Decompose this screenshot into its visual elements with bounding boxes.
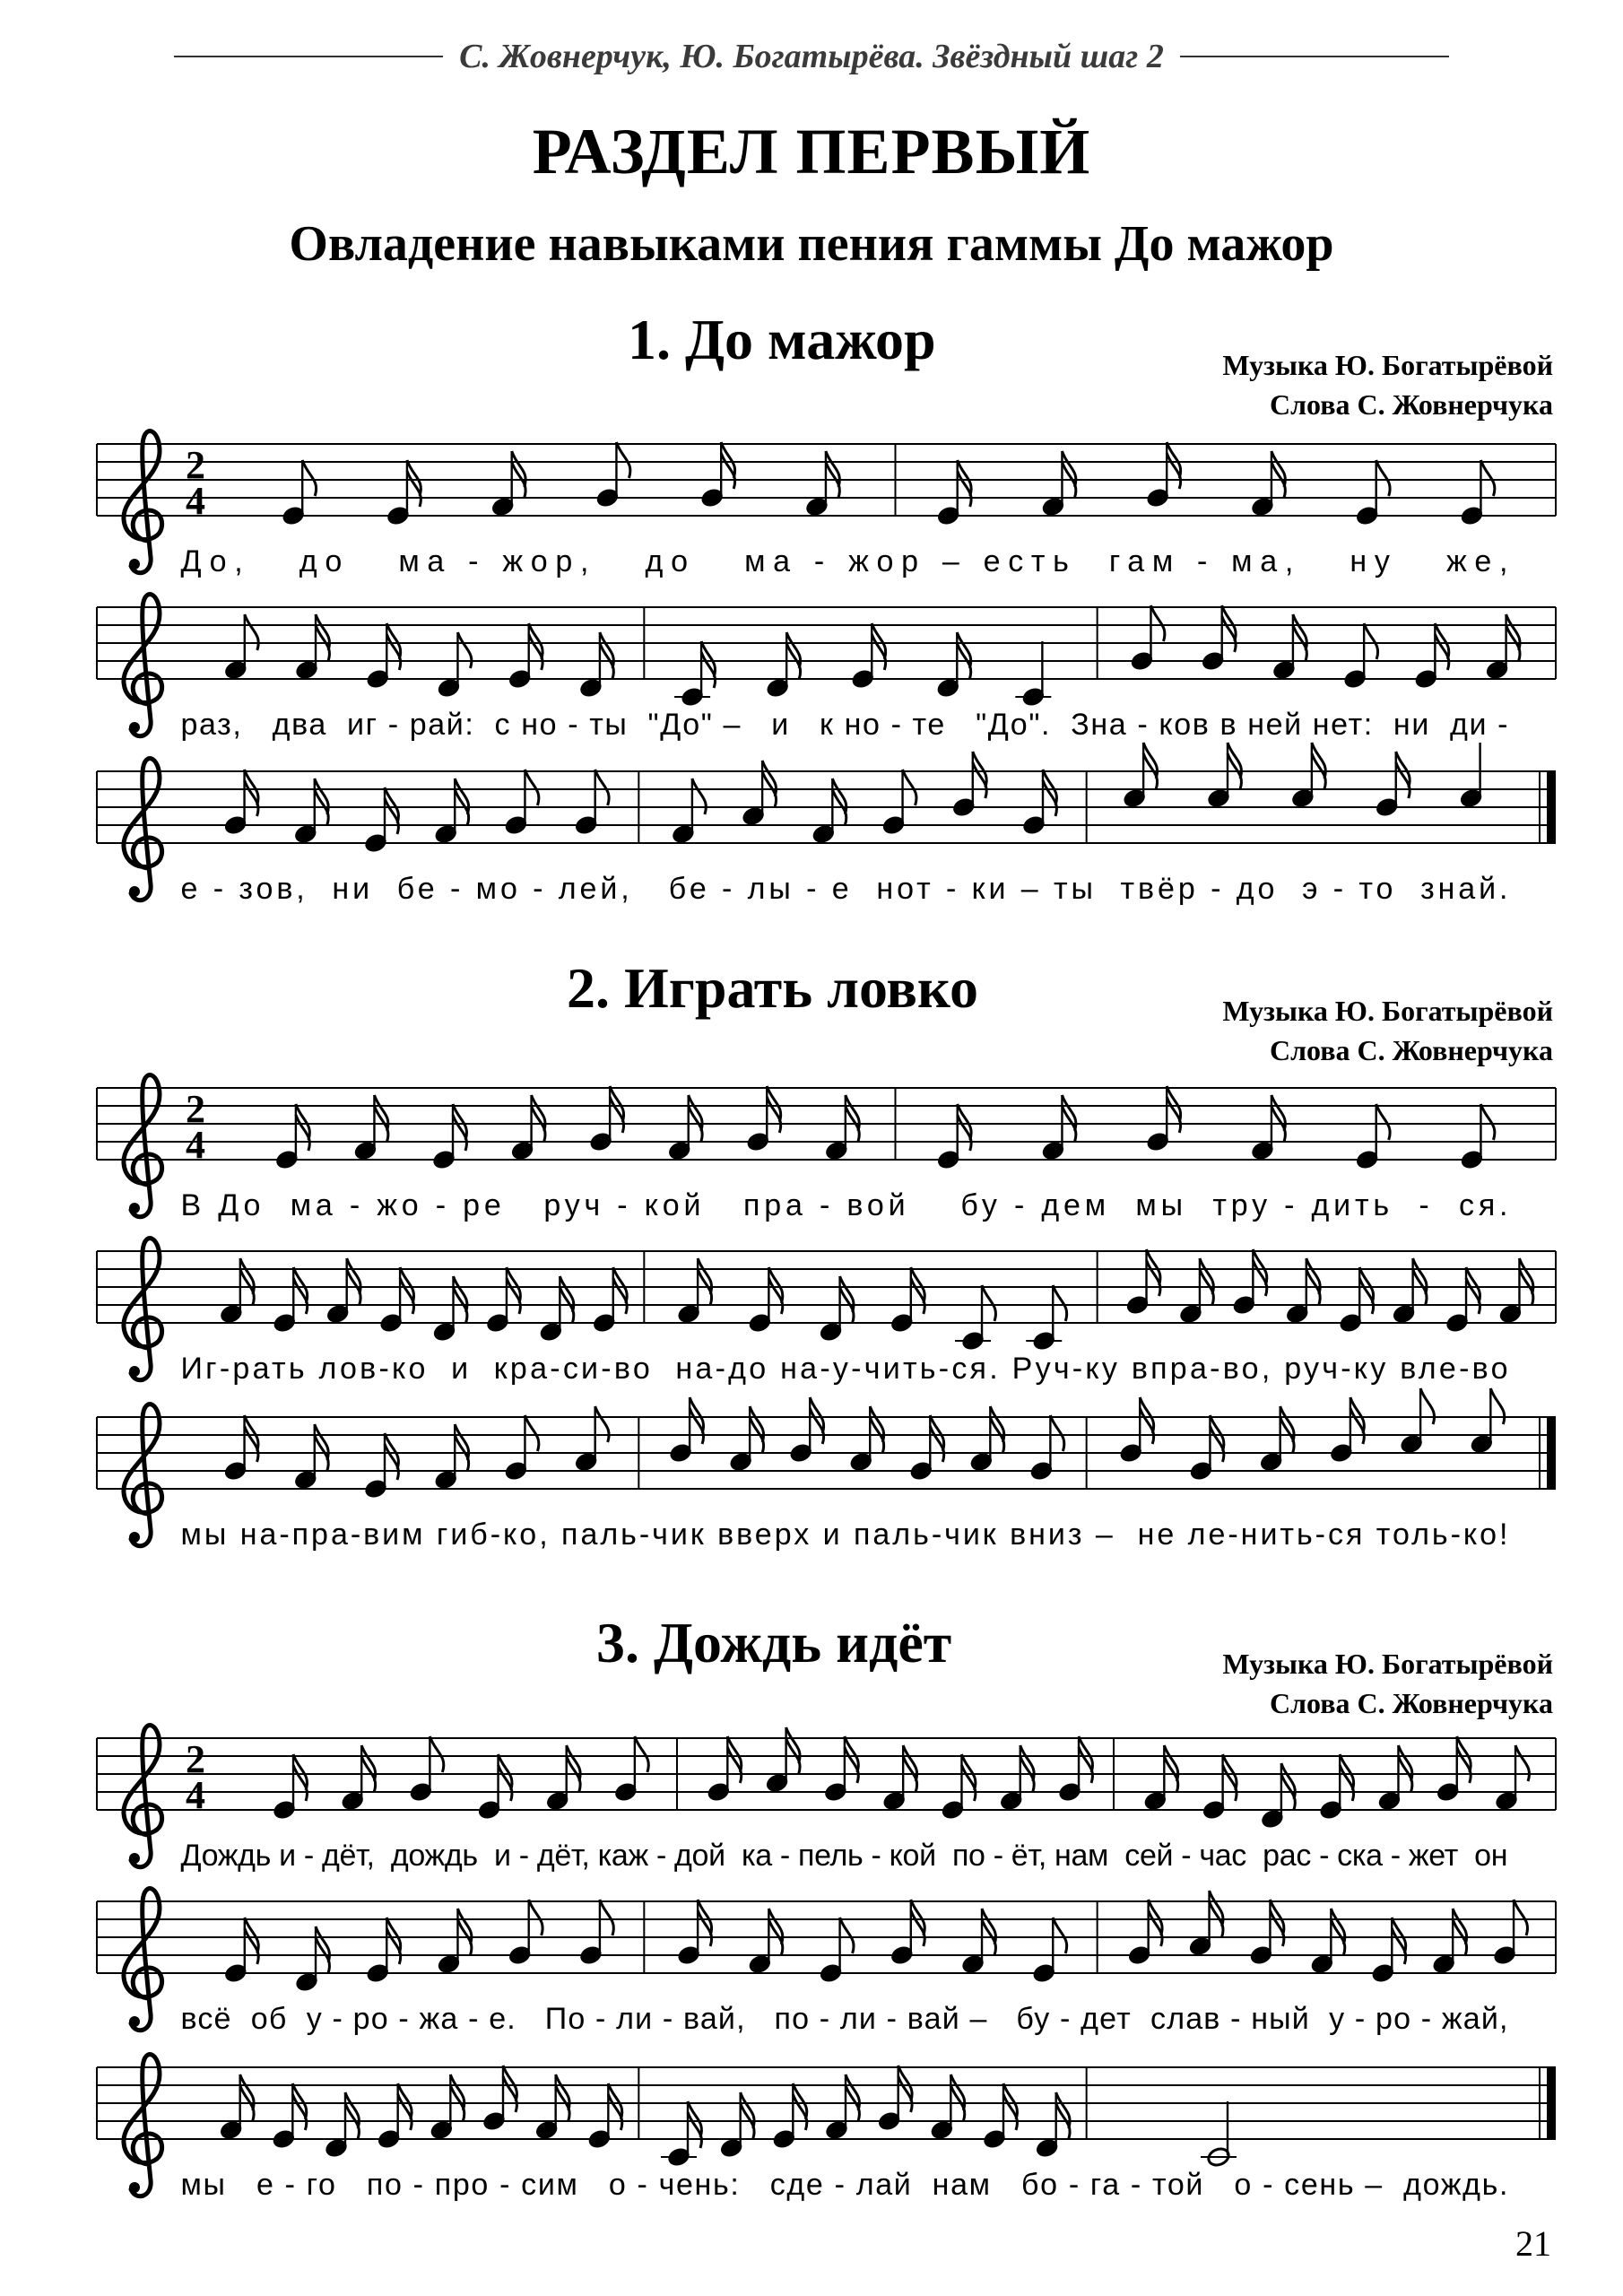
final-barline-thick [1547,771,1556,843]
staff-system [97,1726,1556,1873]
note [223,1415,258,1482]
note [504,770,539,836]
note [482,2066,516,2132]
note [363,787,398,854]
treble-clef-icon [124,1075,162,1217]
note [271,2083,306,2150]
note [409,1736,444,1803]
final-barline-thick [1547,1417,1556,1489]
note [508,1900,542,1966]
treble-clef-icon [124,1239,162,1380]
treble-clef-icon [124,2055,162,2196]
note [941,1754,976,1821]
note [1355,1104,1390,1170]
note [1122,743,1157,809]
time-signature-numerator: 2 [186,1087,205,1131]
time-signature-denominator: 4 [186,1123,205,1167]
note [1249,1900,1284,1966]
treble-clef-icon [124,1405,162,1546]
note [1436,1736,1471,1803]
note [1460,460,1495,526]
note [676,1900,711,1966]
time-signature [186,443,205,523]
note [613,1736,648,1803]
note [504,1415,539,1482]
note [908,1415,943,1482]
treble-clef-icon [124,1889,162,2031]
note [1201,2101,1237,2168]
song-3-lyrics-credit: Слова С. Жовнерчука [1269,1687,1553,1719]
song-2-music-credit: Музыка Ю. Богатырёвой [1222,995,1553,1027]
note [485,1267,520,1334]
note [890,1900,924,1966]
note [1338,1267,1373,1334]
song-1-music-credit: Музыка Ю. Богатырёвой [1222,349,1553,381]
lyric-line: В До ма - жо - ре руч - кой пра - вой бу - дем мы тру - дить - ся. [180,1188,1508,1222]
song-2-title: 2. Играть ловко [567,956,978,1020]
time-signature-numerator: 2 [186,443,205,487]
note [1029,1415,1064,1482]
header-authors: С. Жовнерчук, Ю. Богатырёва. [459,38,924,76]
time-signature-numerator: 2 [186,1737,205,1781]
staff-system [97,1889,1556,2036]
staff-system [97,1388,1556,1552]
note [1459,743,1484,809]
note [706,1736,741,1803]
note [674,641,715,708]
time-signature [186,1737,205,1817]
song-3-music-credit: Музыка Ю. Богатырёвой [1222,1648,1553,1680]
time-signature-denominator: 4 [186,1773,205,1817]
treble-clef-icon [124,595,162,736]
song-2-lyrics-credit: Слова С. Жовнерчука [1269,1034,1553,1066]
staff-system [97,1075,1556,1222]
note [1201,605,1236,672]
note [377,2083,412,2150]
treble-clef-icon [124,759,162,900]
time-signature [186,1087,205,1167]
note [1145,1086,1180,1152]
note [1026,1285,1066,1352]
note [574,770,609,836]
note [823,1736,858,1803]
treble-clef-icon [124,1726,162,1867]
note [223,770,258,836]
lyric-line: Иг-рать лов-ко и кра-си-во на-до на-у-чить-ся. Руч-ку впра-во, руч-ку вле-во [180,1352,1508,1386]
staff-system [97,743,1556,906]
note [365,1918,400,1984]
section-subtitle: Овладение навыками пения гаммы До мажор [289,216,1334,272]
note [955,1285,995,1352]
note [850,623,885,690]
note [508,623,542,690]
note [386,460,421,526]
note [281,460,316,526]
note [363,1433,398,1500]
note [951,752,986,818]
section-title: РАЗДЕЛ ПЕРВЫЙ [532,116,1091,187]
note [1375,752,1410,818]
note [1145,442,1180,509]
note [936,460,971,526]
note [1329,1397,1364,1464]
song-3-title: 3. Дождь идёт [596,1611,952,1674]
lyric-line: мы на-пра-вим гиб-ко, паль-чик вверх и паль-чик вниз – не ле-нить-ся толь-ко! [180,1518,1508,1552]
note [272,1754,307,1821]
lyric-line: До, до ма - жор, до ма - жор – есть гам - ма, ну же, [180,544,1508,578]
note [588,1086,623,1152]
note [1118,1397,1153,1464]
time-signature-denominator: 4 [186,479,205,523]
note [748,1267,783,1334]
note [1021,770,1056,836]
lyric-line: раз, два иг - рай: с но - ты "До" – и к но - те "До". Зна - ков в ней нет: ни ди - [180,708,1508,742]
note [788,1397,823,1464]
note [1318,1754,1353,1821]
note [578,1900,613,1966]
note [890,1267,924,1334]
note [586,2083,621,2150]
song-1-title: 1. До мажор [628,308,936,371]
staff-system [97,595,1556,742]
note [661,2101,701,2168]
note [595,442,630,509]
note [365,623,400,690]
note [1130,605,1165,672]
lyric-line: е - зов, ни бе - мо - лей, бе - лы - е нот - ки – ты твёр - до э - то знай. [180,872,1508,906]
page-number: 21 [1515,2223,1551,2264]
note [272,1267,307,1334]
note [1127,1900,1162,1966]
treble-clef-icon [124,431,162,573]
note [1445,1267,1480,1334]
note [1355,460,1390,526]
song-1-lyrics-credit: Слова С. Жовнерчука [1269,388,1553,421]
note [1206,743,1241,809]
note [1370,1918,1405,1984]
note [1290,743,1325,809]
note [1460,1104,1495,1170]
note [1399,1388,1434,1455]
note [431,1104,466,1170]
header-book-title: Звёздный шаг 2 [933,38,1164,76]
note [592,1267,627,1334]
note [877,2066,912,2132]
staff-system [97,431,1556,578]
note [378,1267,413,1334]
note [982,2083,1017,2150]
note [819,1918,854,1984]
note [223,1918,258,1984]
note [1469,1388,1504,1455]
staff-system [97,1239,1556,1386]
note [1202,1754,1237,1821]
note [1015,641,1051,708]
note [1189,1415,1224,1482]
note [1031,1918,1066,1984]
note [274,1104,309,1170]
note [1492,1900,1527,1966]
note [1125,1249,1160,1316]
lyric-line: всё об у - ро - жа - е. По - ли - вай, по - ли - вай – бу - дет слав - ный у - ро - жай, [180,2002,1508,2036]
note [668,1397,703,1464]
note [699,442,734,509]
staff-system [97,2055,1556,2202]
note [477,1754,512,1821]
note [771,2083,806,2150]
note [881,770,916,836]
note [1232,1249,1267,1316]
note [936,1104,971,1170]
lyric-line: мы е - го по - про - сим о - чень: сде - лай нам бо - га - той о - сень – дождь. [180,2168,1508,2202]
note [1057,1736,1092,1803]
note [1414,623,1449,690]
lyric-line: Дождь и - дёт, дождь и - дёт, каж - дой ка - пель - кой по - ёт, нам сей - час рас - ска - жет он [180,1839,1508,1873]
note [745,1086,780,1152]
final-barline-thick [1547,2067,1556,2139]
note [1342,623,1377,690]
